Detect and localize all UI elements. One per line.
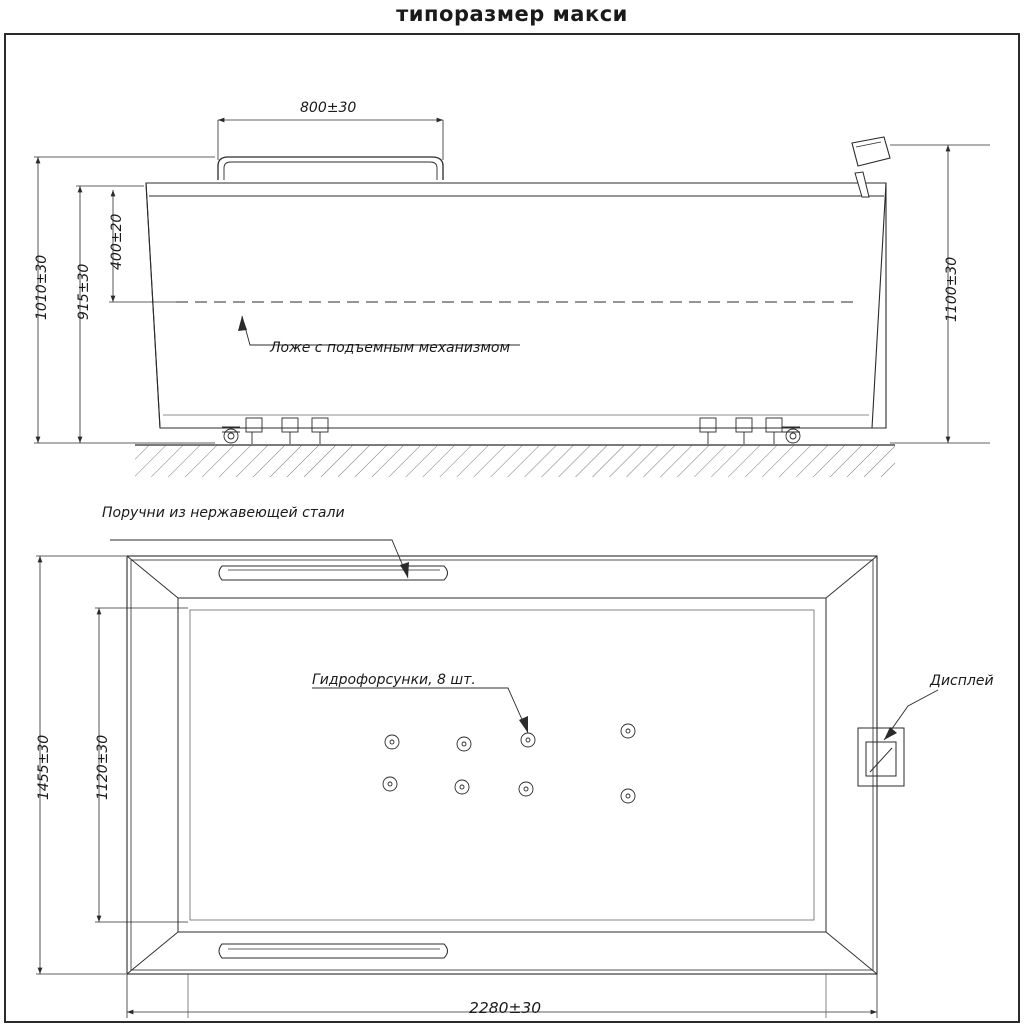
- dim-label-length-total: 2280±30: [469, 999, 542, 1017]
- annotation-display: Дисплей: [930, 673, 994, 689]
- page-title: типоразмер макси: [396, 2, 628, 26]
- dim-label-height-rim: 915±30: [76, 263, 92, 320]
- dim-label-depth-total: 1455±30: [36, 734, 52, 800]
- dim-label-width-top: 800±30: [300, 100, 357, 116]
- annotation-lifting-bed: Ложе с подъемным механизмом: [270, 340, 511, 356]
- annotation-jets: Гидрофорсунки, 8 шт.: [312, 672, 476, 688]
- dim-label-height-right: 1100±30: [944, 256, 960, 322]
- dim-label-depth-inner: 1120±30: [95, 734, 111, 800]
- annotation-handrails: Поручни из нержавеющей стали: [102, 505, 345, 521]
- dim-label-height-water: 400±20: [109, 213, 125, 270]
- dim-label-height-total: 1010±30: [34, 254, 50, 320]
